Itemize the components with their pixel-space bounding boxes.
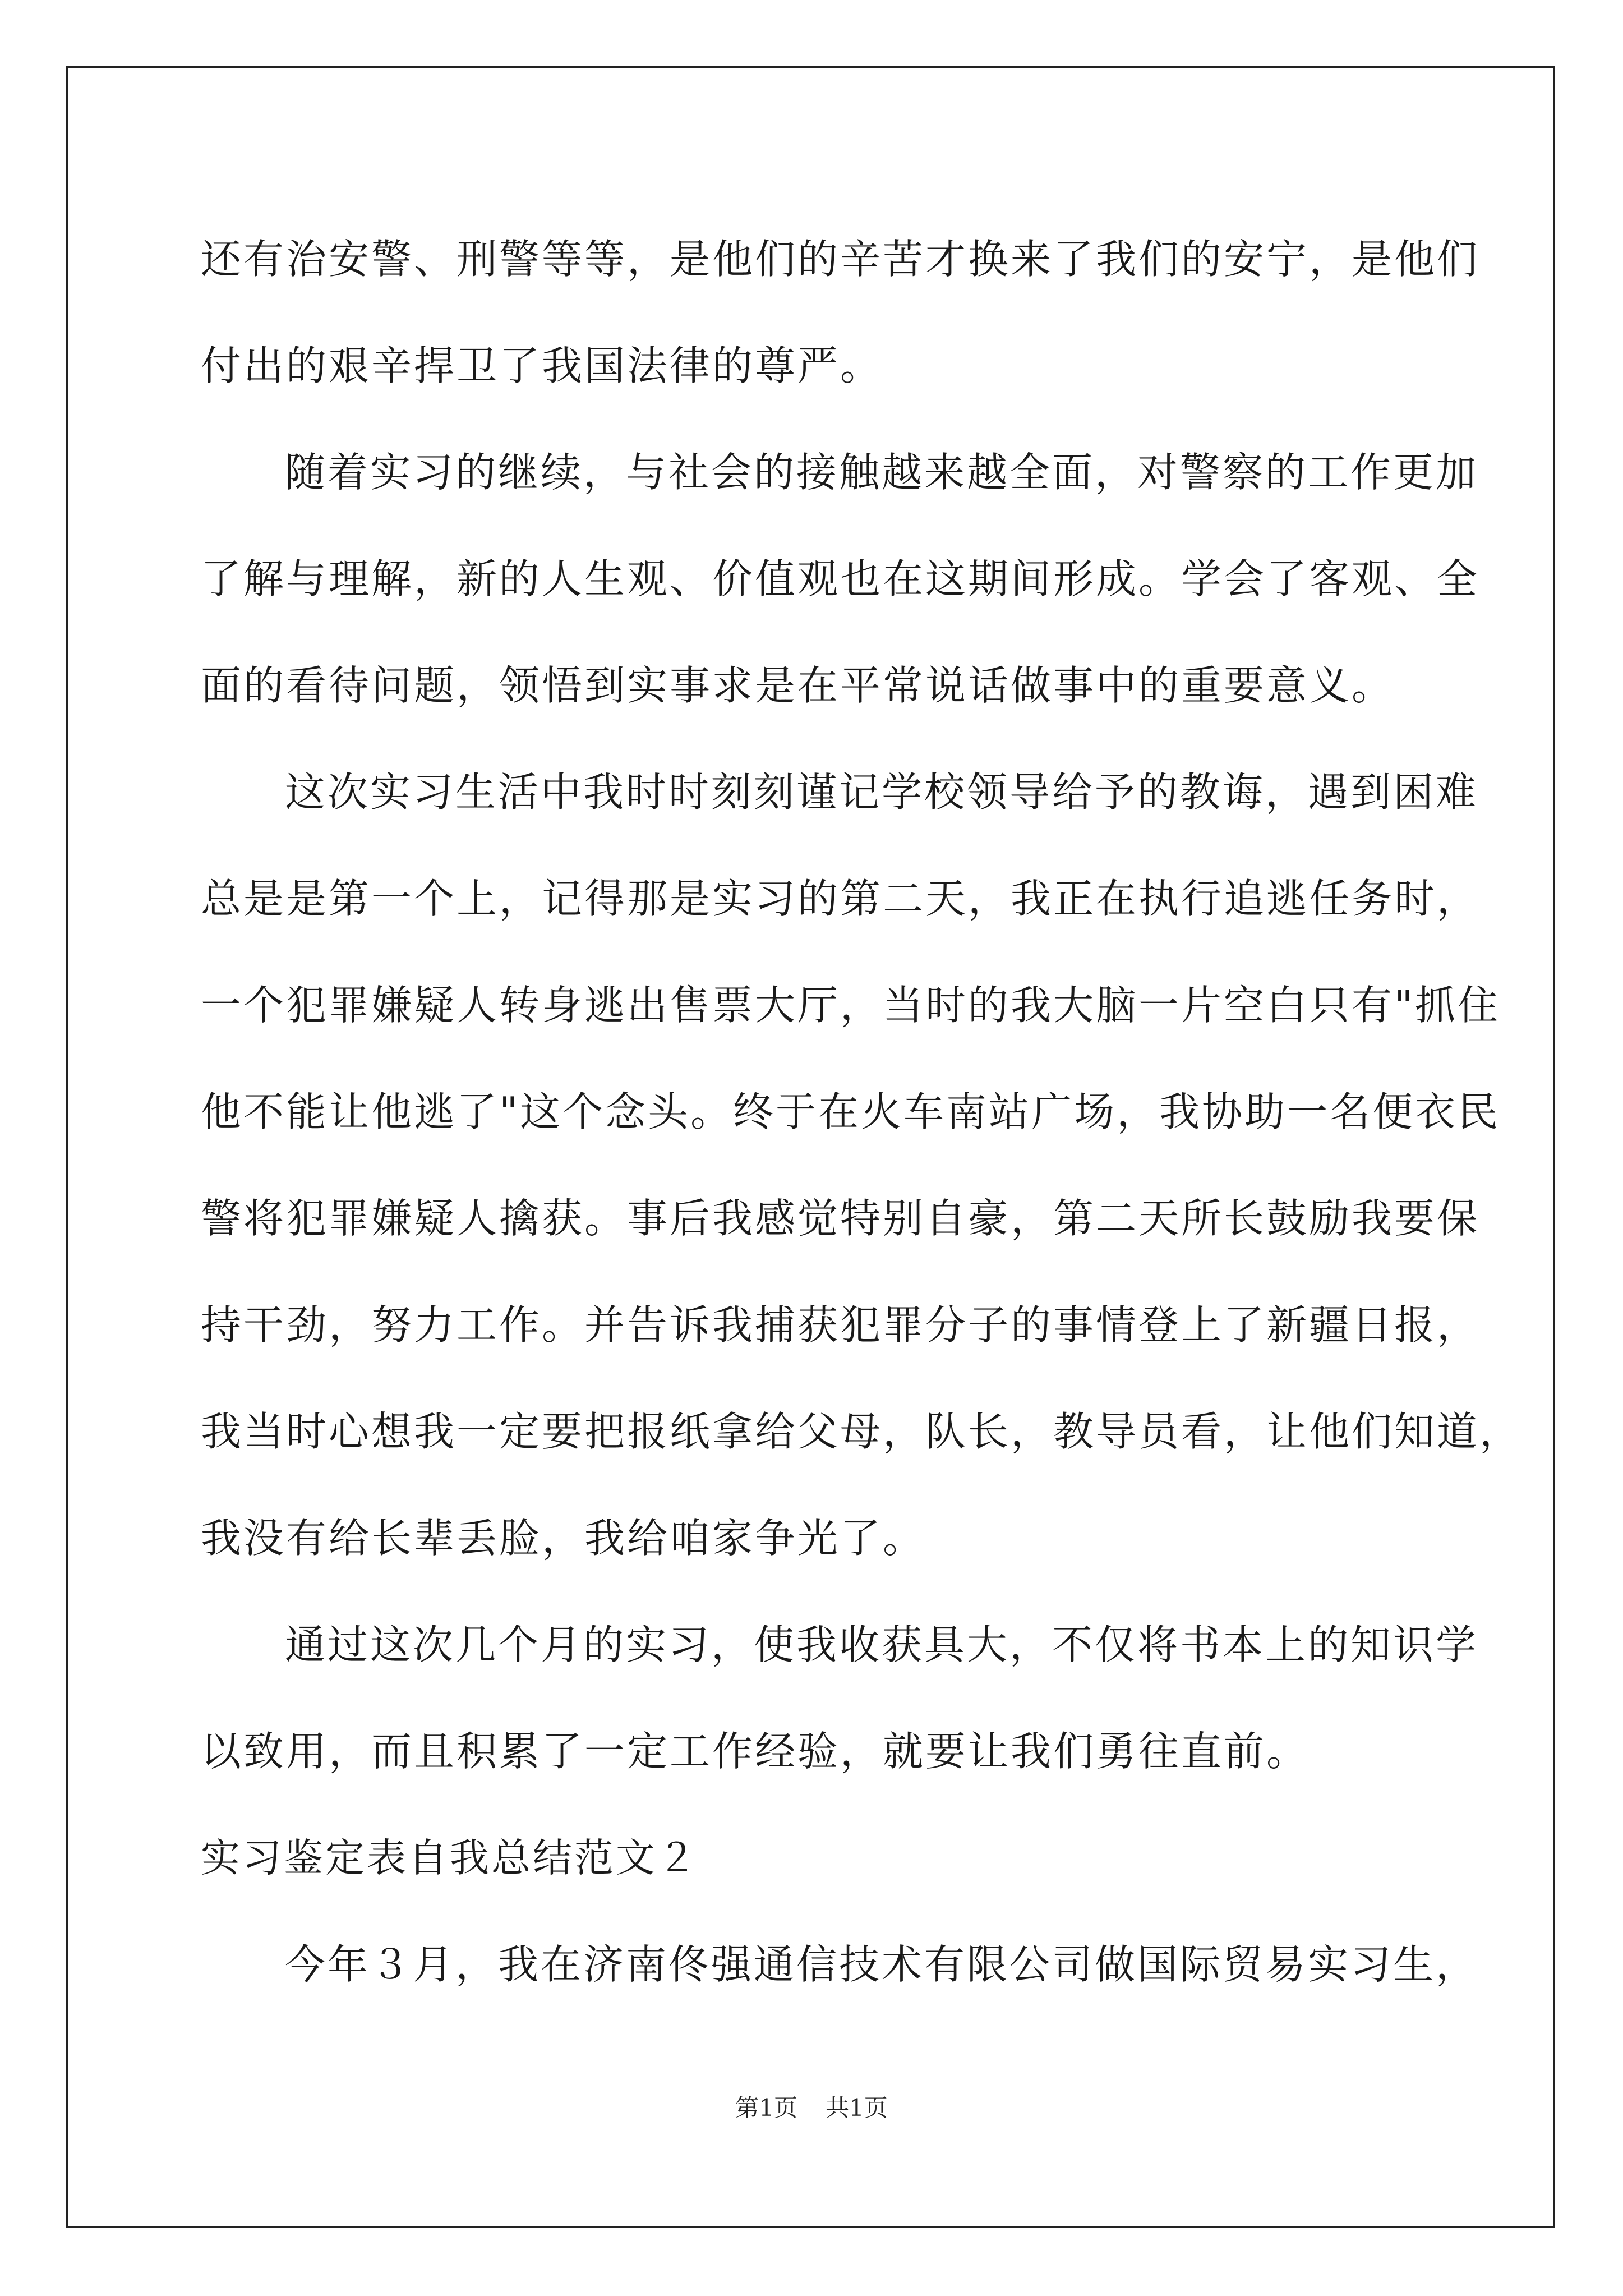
- paragraph-line: 还有治安警、刑警等等，是他们的辛苦才换来了我们的安宁，是他们: [201, 236, 1480, 283]
- document-body: [201, 206, 1523, 2018]
- paragraph-line: 警将犯罪嫌疑人擒获。事后我感觉特别自豪，第二天所长鼓励我要保: [201, 1195, 1480, 1242]
- paragraph-line: 他不能让他逃了"这个念头。终于在火车南站广场，我协助一名便衣民: [201, 1088, 1501, 1135]
- paragraph-line: 今年３月，我在济南佟强通信技术有限公司做国际贸易实习生，: [285, 1941, 1479, 1988]
- paragraph-line: 面的看待问题，领悟到实事求是在平常说话做事中的重要意义。: [201, 662, 1395, 709]
- page-number: 第1页: [735, 2094, 797, 2122]
- paragraph-line: 持干劲，努力工作。并告诉我捕获犯罪分子的事情登上了新疆日报，: [201, 1301, 1480, 1349]
- paragraph-line: 总是是第一个上，记得那是实习的第二天，我正在执行追逃任务时，: [201, 875, 1480, 922]
- paragraph-line: 付出的艰辛捍卫了我国法律的尊严。: [201, 342, 883, 389]
- paragraph-line: 这次实习生活中我时时刻刻谨记学校领导给予的教诲，遇到困难: [285, 769, 1479, 816]
- page-total: 共1页: [826, 2094, 888, 2122]
- page-footer: [0, 2090, 1623, 2123]
- paragraph-line: 通过这次几个月的实习，使我收获具大，不仅将书本上的知识学: [285, 1621, 1479, 1668]
- paragraph-line: 随着实习的继续，与社会的接触越来越全面，对警察的工作更加: [285, 449, 1479, 496]
- section-heading: 实习鉴定表自我总结范文２: [201, 1835, 699, 1881]
- paragraph-line: 我没有给长辈丢脸，我给咱家争光了。: [201, 1515, 926, 1562]
- paragraph-line: 一个犯罪嫌疑人转身逃出售票大厅，当时的我大脑一片空白只有"抓住: [201, 982, 1501, 1029]
- paragraph-line: 了解与理解，新的人生观、价值观也在这期间形成。学会了客观、全: [201, 555, 1480, 602]
- paragraph-line: 我当时心想我一定要把报纸拿给父母，队长，教导员看，让他们知道，: [201, 1408, 1523, 1455]
- paragraph-line: 以致用，而且积累了一定工作经验，就要让我们勇往直前。: [201, 1728, 1310, 1775]
